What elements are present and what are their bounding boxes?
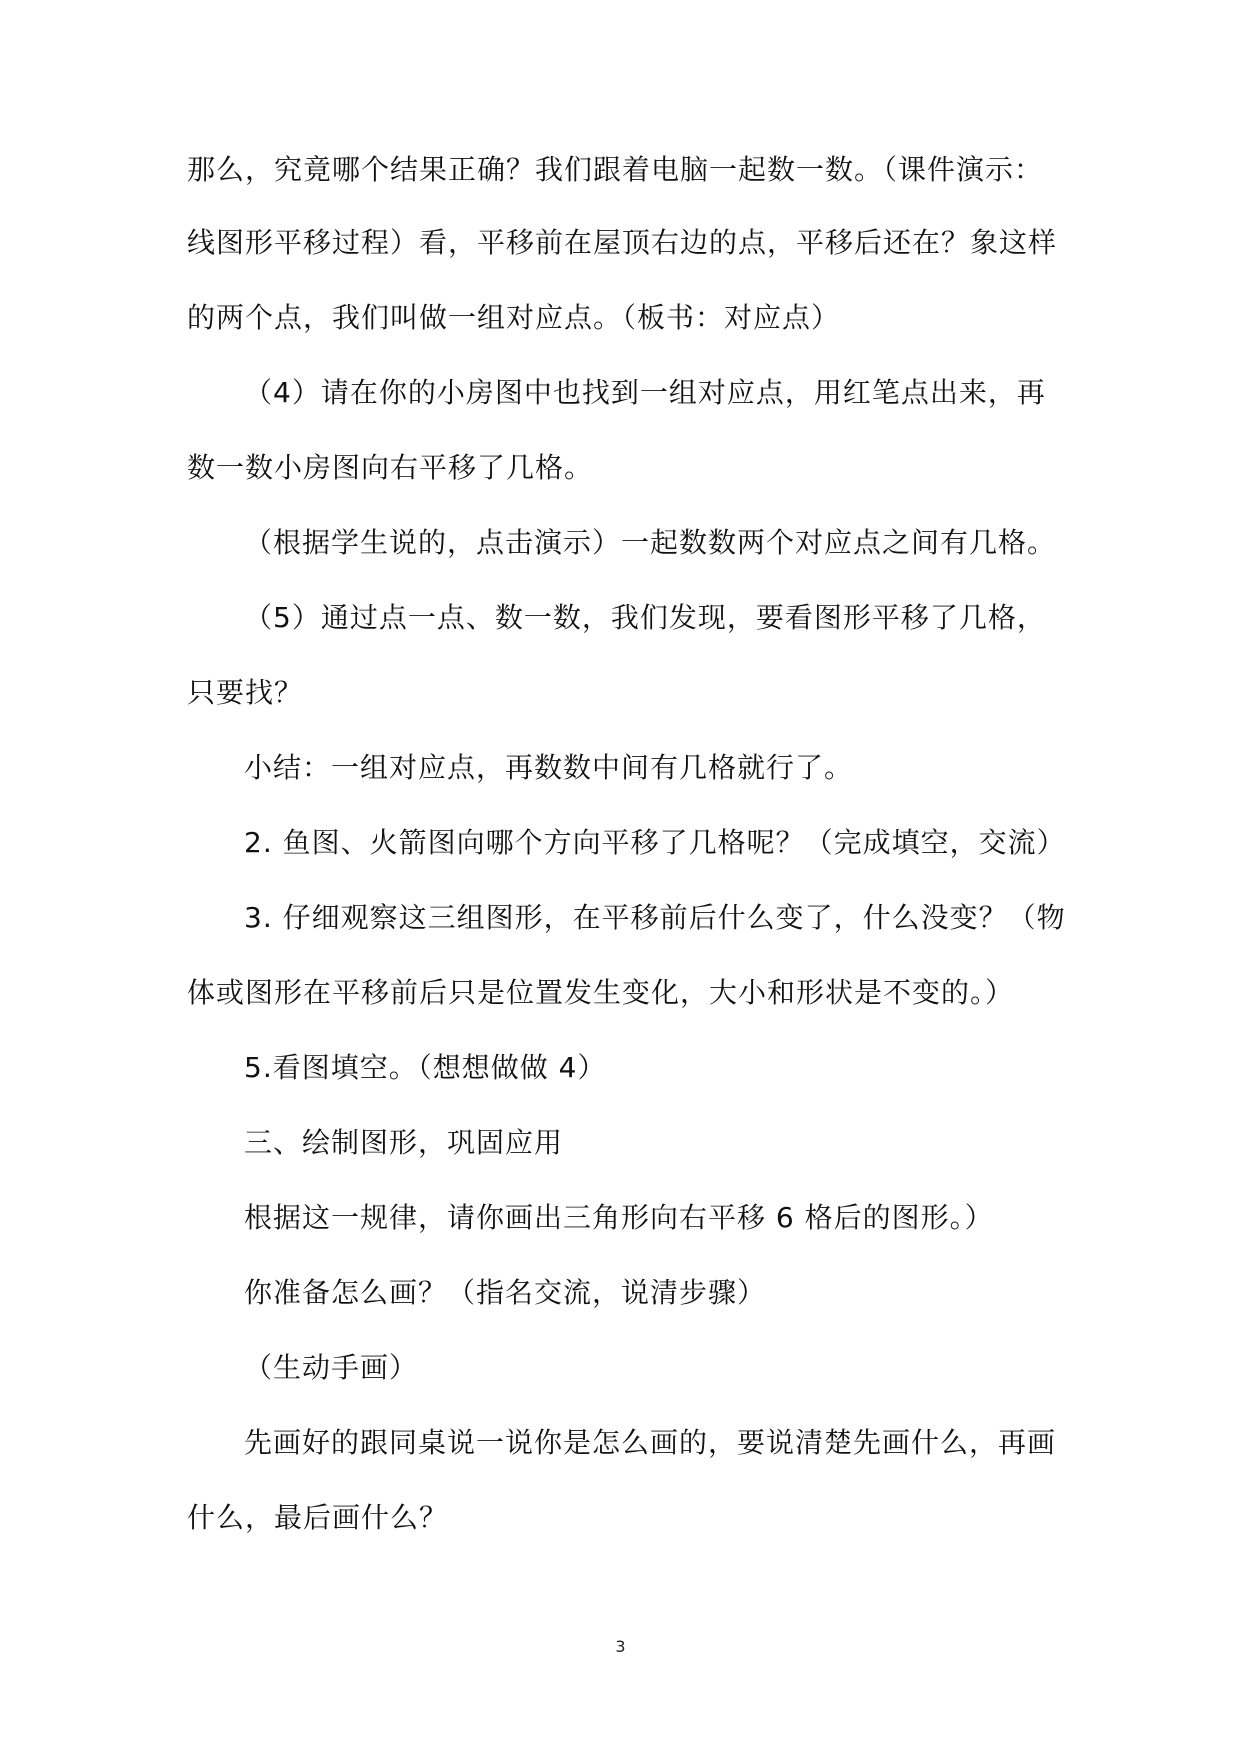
paragraph-line: 你准备怎么画？（指名交流，说清步骤）: [244, 1276, 767, 1309]
paragraph-line: 先画好的跟同桌说一说你是怎么画的，要说清楚先画什么，再画: [244, 1426, 1057, 1459]
paragraph-line: 那么，究竟哪个结果正确？我们跟着电脑一起数一数。（课件演示：: [187, 153, 1044, 186]
paragraph-line: 小结：一组对应点，再数数中间有几格就行了。: [244, 751, 854, 784]
paragraph-line: （5）通过点一点、数一数，我们发现，要看图形平移了几格，: [244, 601, 1046, 634]
paragraph-line: 2. 鱼图、火箭图向哪个方向平移了几格呢？（完成填空，交流）: [244, 826, 1066, 859]
paragraph-line: （根据学生说的，点击演示）一起数数两个对应点之间有几格。: [244, 526, 1057, 559]
paragraph-line: （生动手画）: [244, 1351, 419, 1384]
paragraph-line: 线图形平移过程）看，平移前在屋顶右边的点，平移后还在？象这样: [187, 226, 1058, 259]
paragraph-line: 数一数小房图向右平移了几格。: [187, 451, 594, 484]
paragraph-line: 3. 仔细观察这三组图形，在平移前后什么变了，什么没变？（物: [244, 901, 1066, 934]
paragraph-line: 只要找？: [187, 676, 304, 709]
paragraph-line: （4）请在你的小房图中也找到一组对应点，用红笔点出来，再: [244, 376, 1046, 409]
paragraph-line: 体或图形在平移前后只是位置发生变化，大小和形状是不变的。）: [187, 976, 1015, 1009]
paragraph-line: 的两个点，我们叫做一组对应点。（板书：对应点）: [187, 301, 841, 334]
page-number: 3: [615, 1637, 626, 1656]
paragraph-line: 什么，最后画什么？: [187, 1501, 449, 1534]
paragraph-line: 5.看图填空。（想想做做 4）: [244, 1051, 607, 1084]
section-heading: 三、绘制图形，巩固应用: [244, 1126, 564, 1159]
paragraph-line: 根据这一规律，请你画出三角形向右平移 6 格后的图形。）: [244, 1201, 994, 1234]
